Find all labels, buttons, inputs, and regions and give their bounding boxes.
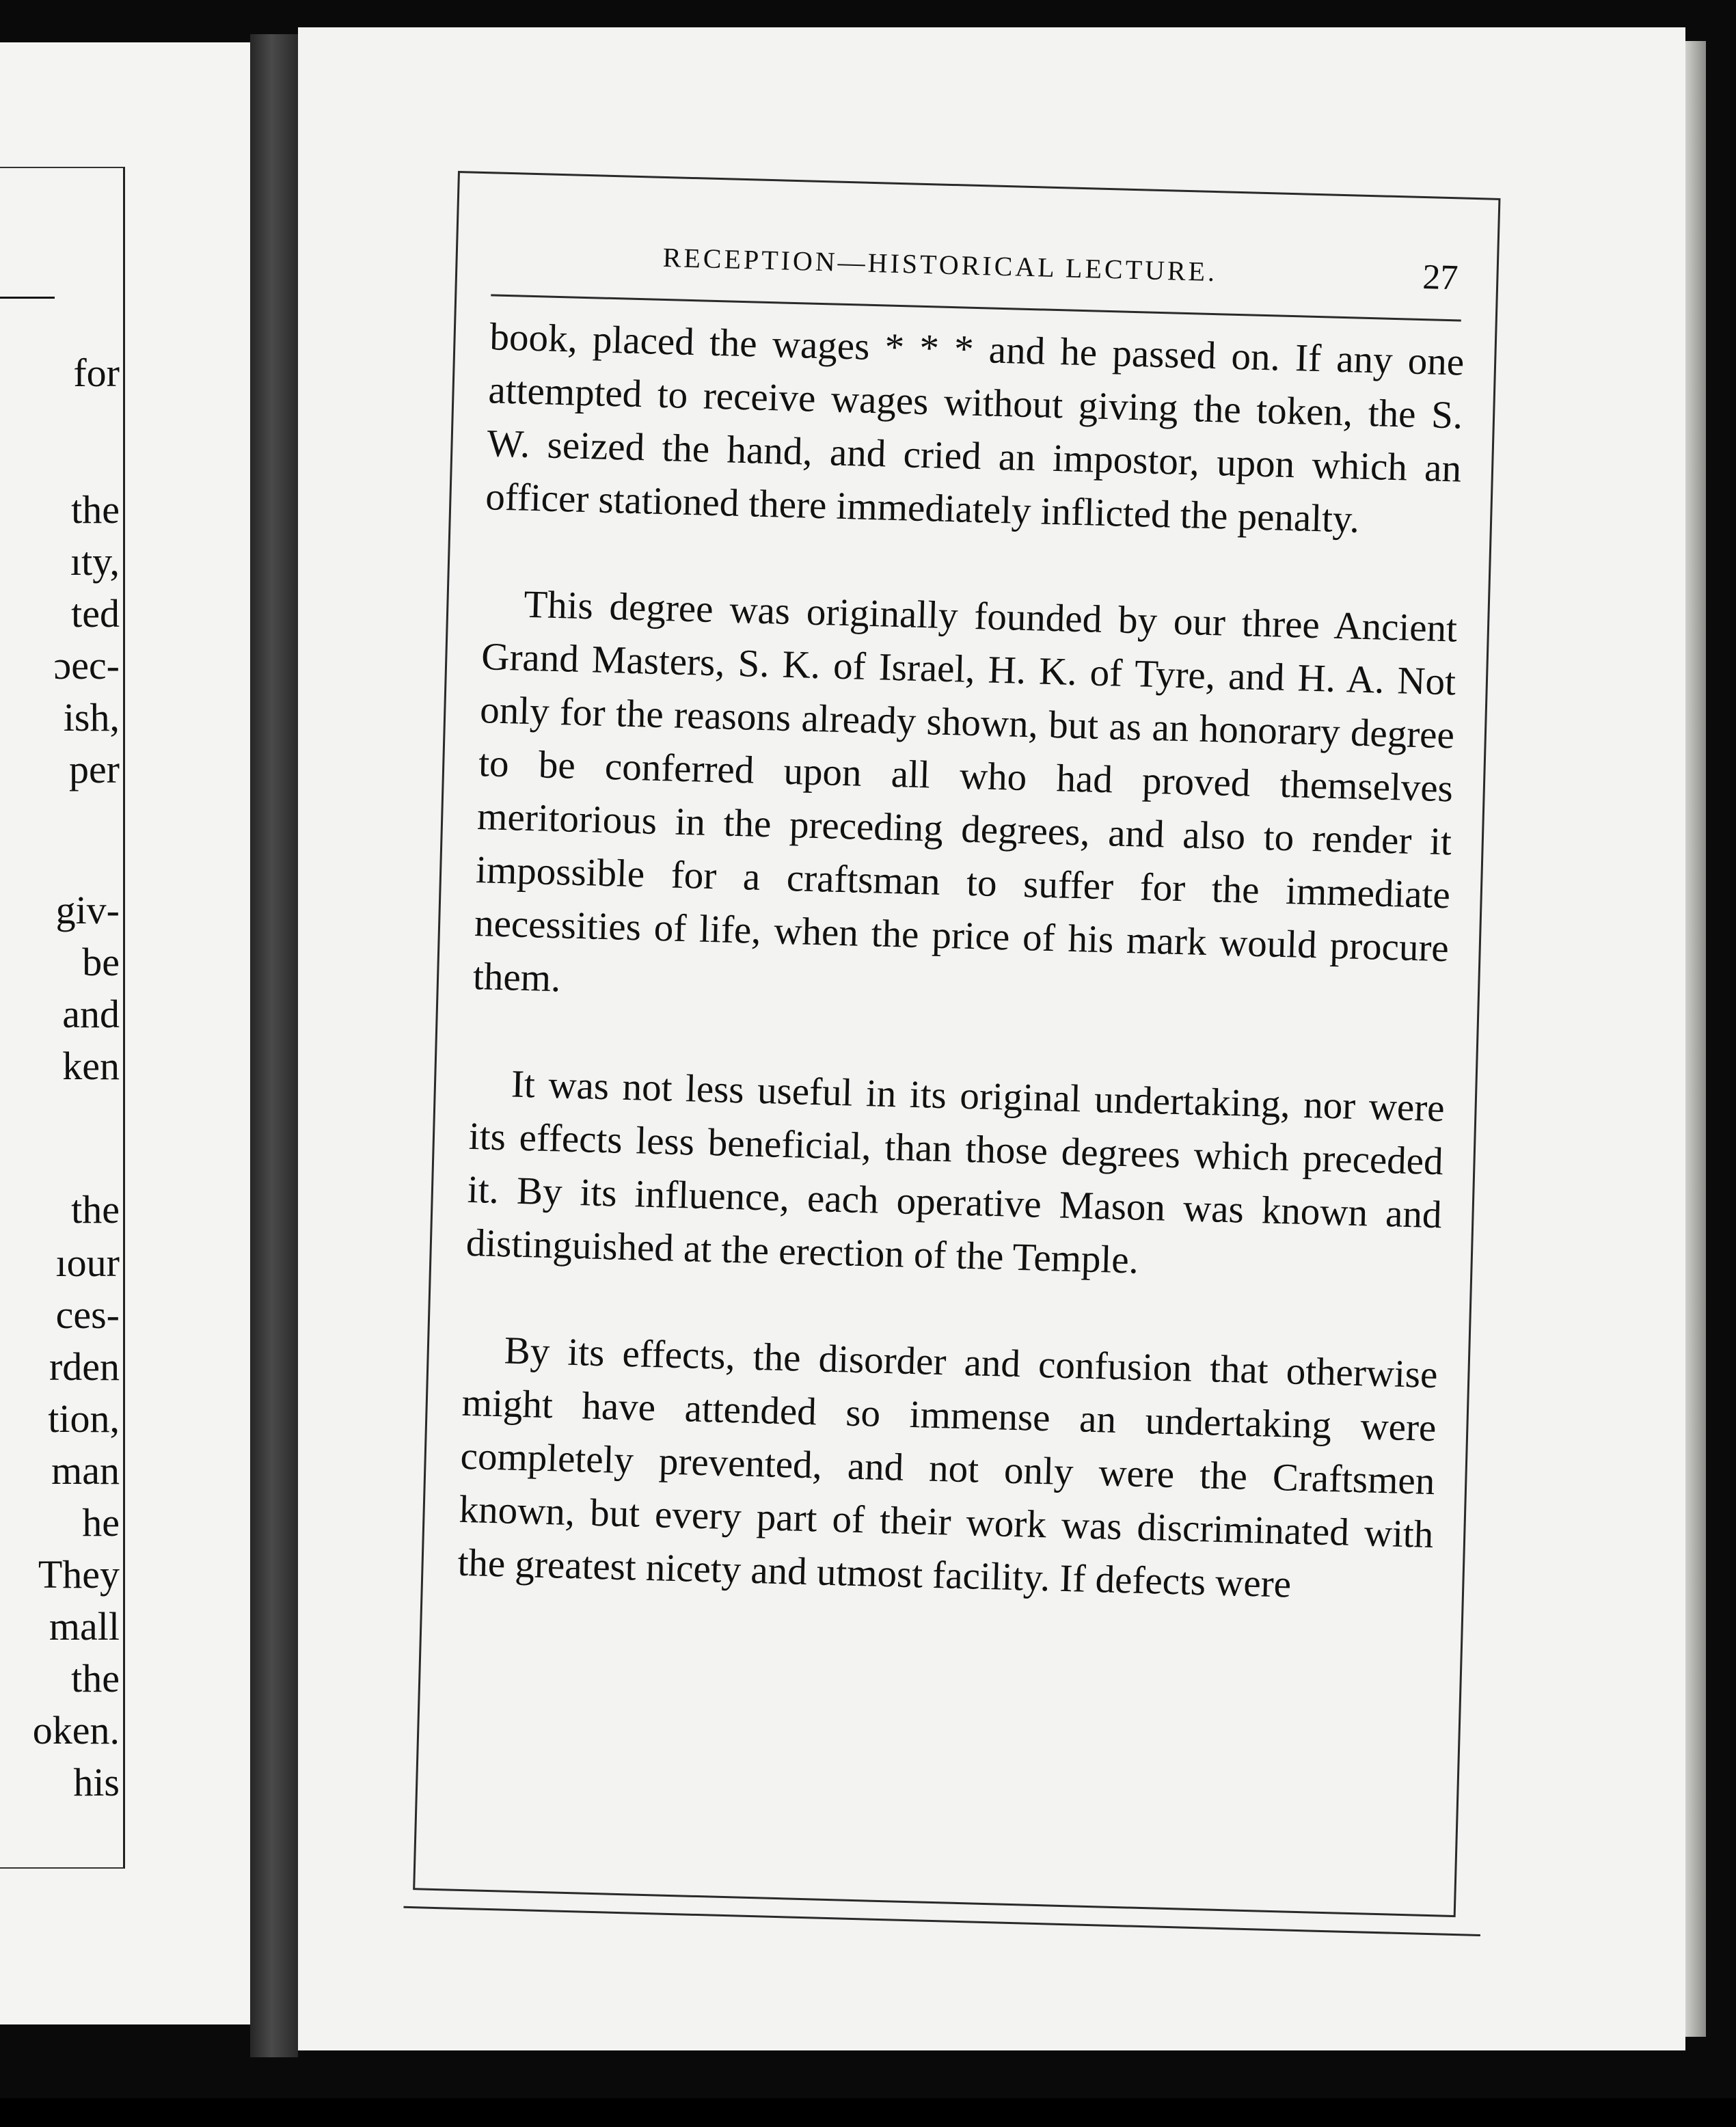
previous-page-line: the [71,487,120,532]
previous-page-line: his [73,1760,120,1804]
page-body [456,310,1465,1668]
page-text-frame [413,171,1500,1917]
previous-page-line: ish, [63,695,120,740]
previous-page-line: he [82,1500,120,1545]
previous-page-line: and [62,992,120,1036]
previous-page-line: man [51,1448,120,1493]
previous-page-line: They [38,1552,120,1597]
book-binding-gutter [250,34,298,2057]
page-number: 27 [1422,258,1459,298]
previous-page-line: the [71,1656,120,1701]
page-edge-shadow [1685,41,1706,2037]
previous-page-line: tion, [48,1396,120,1441]
scan-border [0,2098,1736,2127]
previous-page-line: oken. [32,1708,120,1752]
paragraph: By its effects, the disorder and confusion that otherwise might have attended so immense an undertaking were completely prevented, and not only were the Craftsmen known, but every part of their work was discriminated with the greatest nicety and utmost facility. If defects were [457,1329,1439,1606]
previous-page-line: ces- [55,1292,120,1337]
previous-page-line: for [73,351,120,395]
previous-page-line: ɔec- [53,643,120,688]
previous-page-line: rden [49,1344,120,1389]
running-title: RECEPTION—HISTORICAL LECTURE. [662,241,1218,288]
previous-page [0,42,250,2024]
previous-page-line: mall [49,1604,120,1649]
previous-page-line: be [82,940,120,984]
paragraph-continuation: book, placed the wages * * * and he passed on. If any one attempted to receive wages without giving the token, the S. W. seized the hand, and cried an impostor, upon which an officer stationed there immediately inflicted the penalty. [485,315,1465,541]
previous-page-text [0,42,120,2024]
paragraph: This degree was originally founded by our three Ancient Grand Masters, S. K. of Israel, H. K. of Tyre, and H. A. Not only for the reasons already shown, but as an honorary degree to be conferred upon all who had proved themselves meritorious in the preceding degrees, and also to render it impossible for a craftsman to suffer for the immediate necessities of life, when the price of his mark would procure them. [472,582,1458,1001]
previous-page-line: ken [62,1044,120,1088]
previous-page-line: ted [71,591,120,636]
previous-page-line: giv- [55,888,120,932]
paragraph: It was not less useful in its original undertaking, nor were its effects less beneficial, than those degrees which preceded it. By its influence, each operative Mason was known and distinguished at the erection of the Temple. [465,1062,1446,1282]
running-header [485,236,1469,303]
previous-page-line: ıour [55,1241,120,1285]
previous-page-line: per [68,747,120,791]
previous-page-line: ıty, [70,539,120,584]
previous-page-line: the [71,1187,120,1232]
